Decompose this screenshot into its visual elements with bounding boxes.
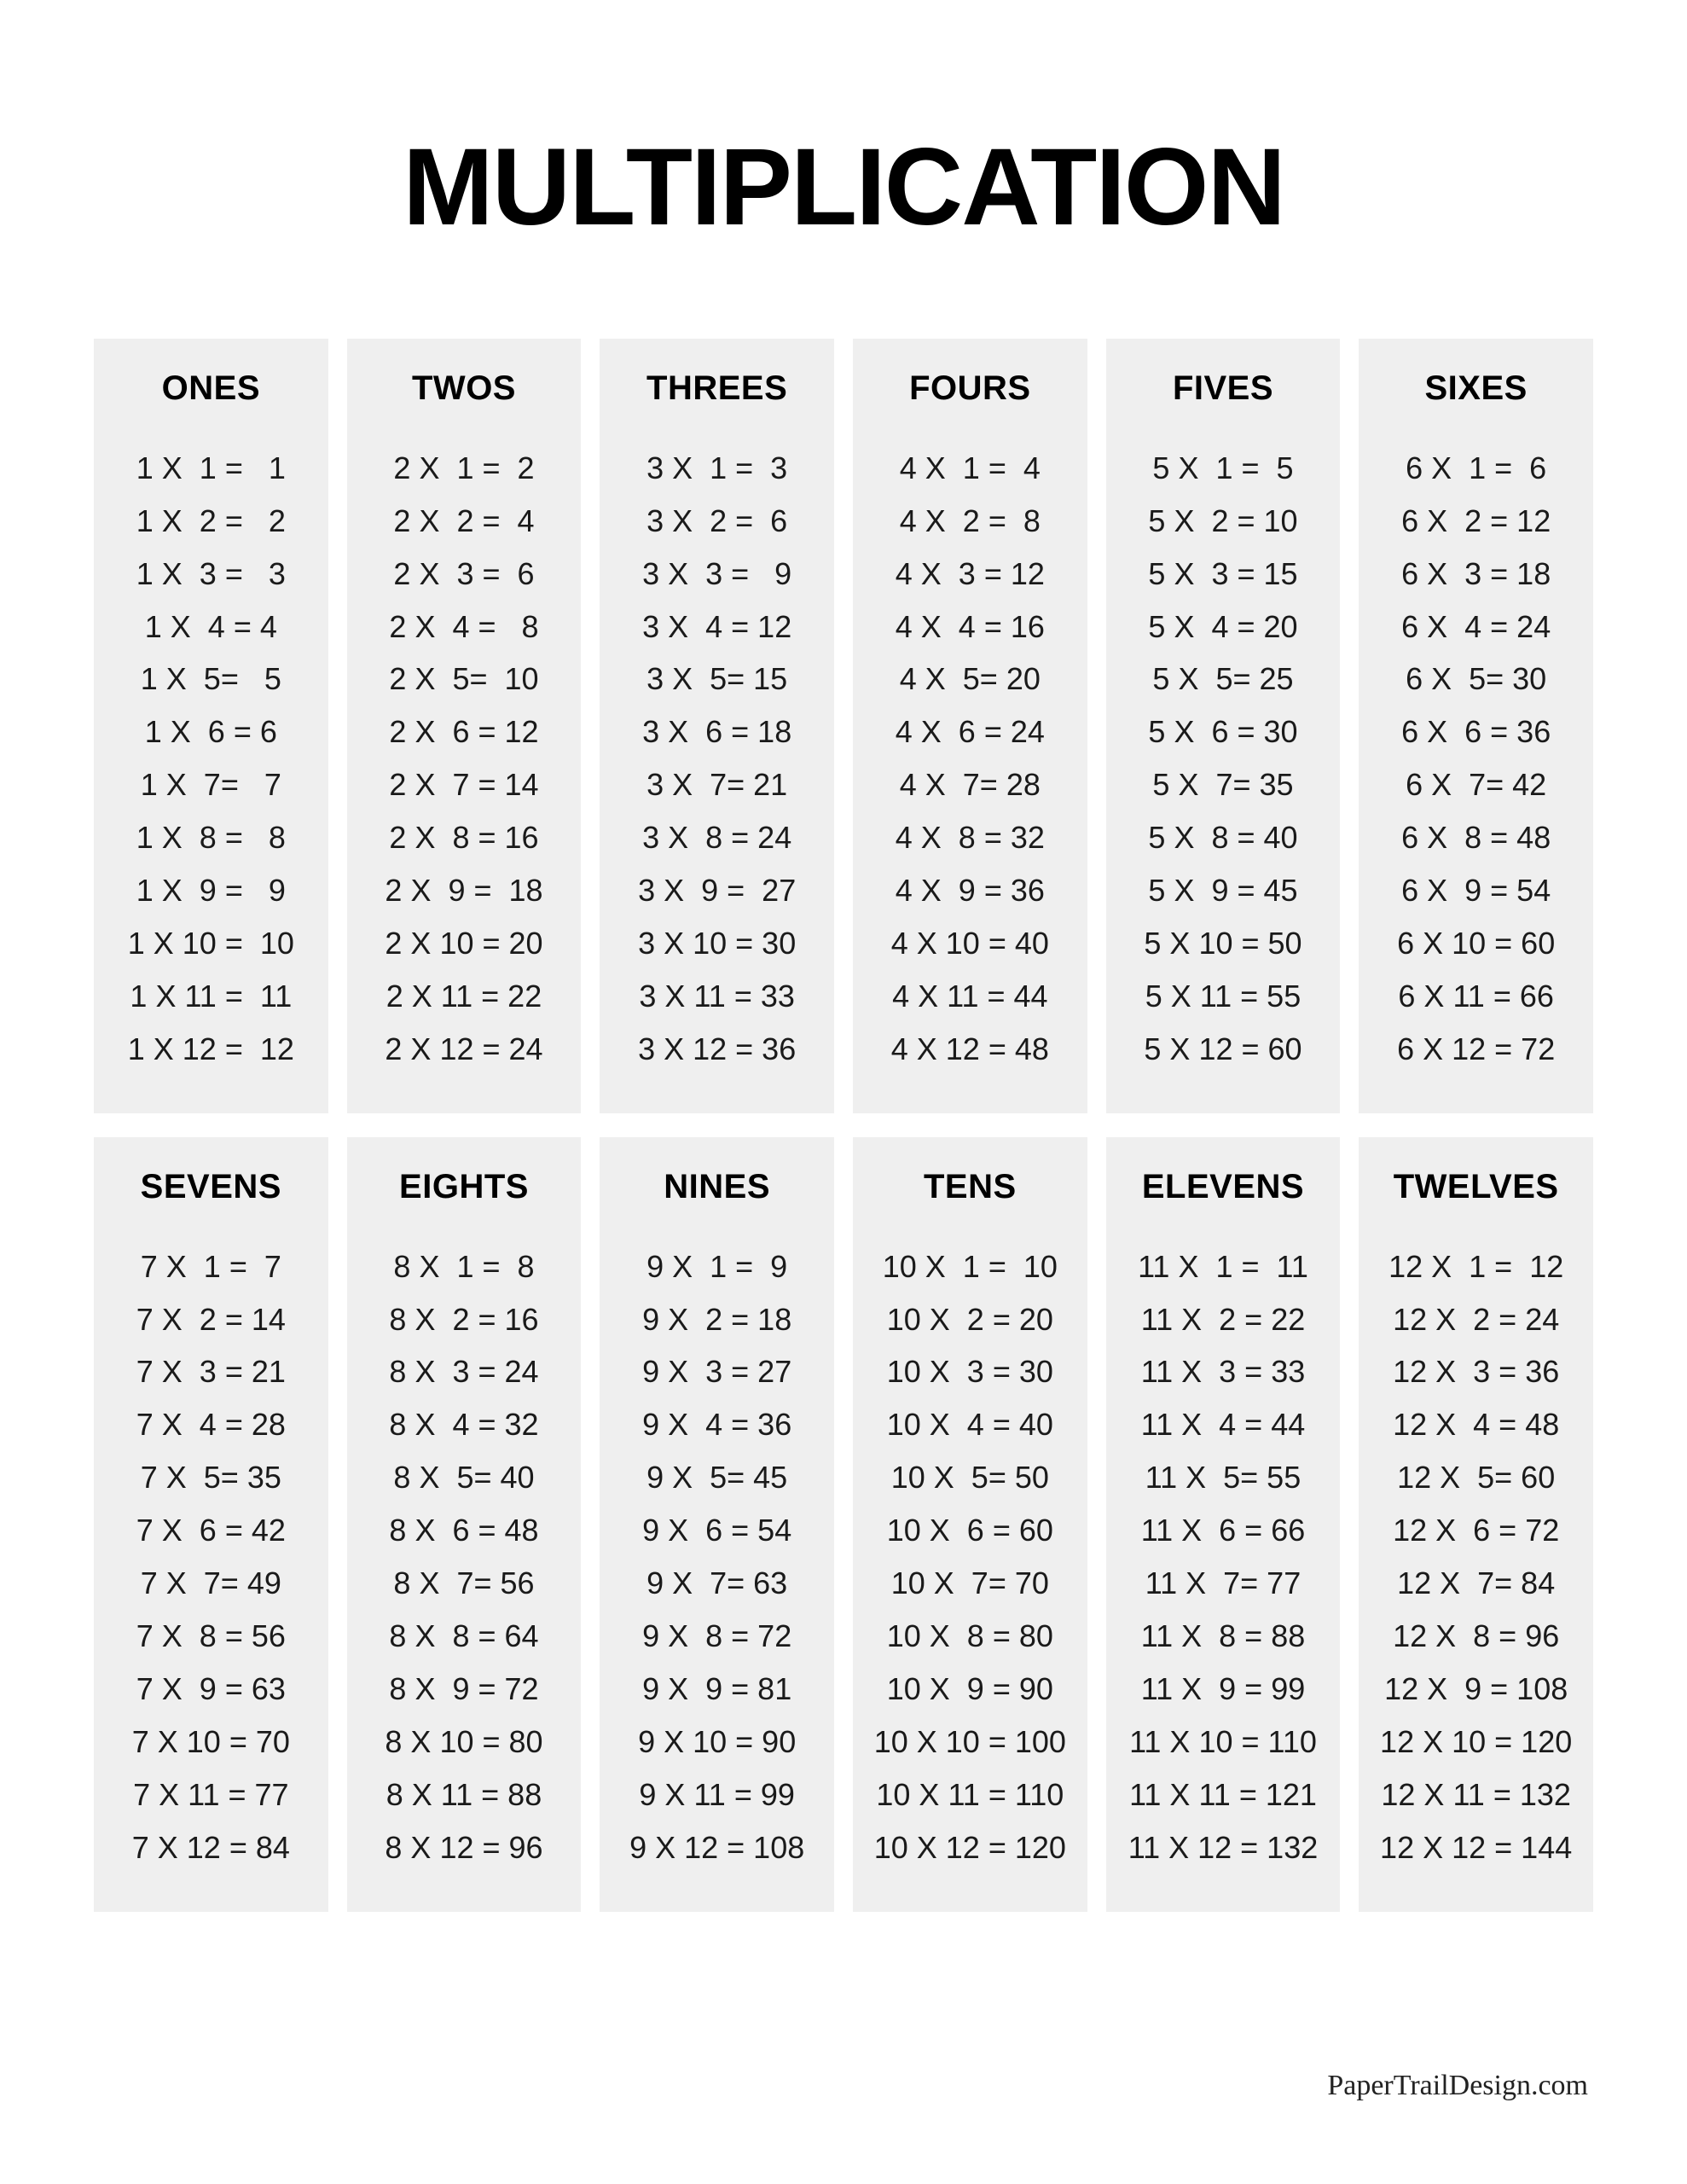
table-row: 2 X 7 = 14	[389, 767, 539, 803]
table-row: 5 X 10 = 50	[1144, 925, 1302, 961]
table-row: 3 X 9 = 27	[638, 873, 797, 909]
table-rows	[102, 442, 320, 1076]
table-row: 12 X 6 = 72	[1393, 1513, 1560, 1548]
table-title: SIXES	[1424, 369, 1528, 407]
table-title: SEVENS	[140, 1167, 281, 1205]
table-row: 5 X 9 = 45	[1148, 873, 1298, 909]
table-row: 6 X 2 = 12	[1401, 502, 1551, 538]
table-card-twos	[347, 339, 582, 1113]
table-title: ONES	[161, 369, 260, 407]
table-title: EIGHTS	[399, 1167, 529, 1205]
table-row: 3 X 7= 21	[646, 767, 788, 803]
table-card-fours	[853, 339, 1087, 1113]
table-row: 1 X 11 = 11	[130, 978, 293, 1014]
table-row: 2 X 5= 10	[389, 661, 539, 697]
table-row: 5 X 4 = 20	[1148, 608, 1298, 644]
table-row: 4 X 10 = 40	[890, 925, 1049, 961]
table-row: 2 X 8 = 16	[389, 820, 539, 856]
table-rows	[1367, 442, 1585, 1076]
table-rows	[608, 1240, 826, 1874]
table-row: 1 X 8 = 8	[136, 820, 286, 856]
table-row: 11 X 8 = 88	[1140, 1618, 1306, 1654]
table-row: 5 X 5= 25	[1152, 661, 1294, 697]
table-row: 10 X 3 = 30	[886, 1354, 1053, 1390]
table-row: 6 X 6 = 36	[1401, 714, 1551, 750]
table-row: 2 X 6 = 12	[389, 714, 539, 750]
table-title: THREES	[646, 369, 788, 407]
table-row: 5 X 6 = 30	[1148, 714, 1298, 750]
table-row: 12 X 4 = 48	[1393, 1407, 1560, 1443]
table-row: 4 X 11 = 44	[892, 978, 1048, 1014]
table-row: 7 X 4 = 28	[136, 1407, 286, 1443]
table-row: 1 X 2 = 2	[136, 502, 286, 538]
table-row: 4 X 9 = 36	[895, 873, 1045, 909]
table-card-elevens	[1106, 1137, 1341, 1912]
table-row: 1 X 10 = 10	[127, 925, 294, 961]
table-row: 4 X 4 = 16	[895, 608, 1045, 644]
table-row: 3 X 12 = 36	[638, 1031, 797, 1066]
table-row: 7 X 7= 49	[140, 1565, 281, 1601]
table-row: 9 X 5= 45	[646, 1460, 788, 1496]
table-row: 2 X 9 = 18	[385, 873, 543, 909]
table-row: 11 X 3 = 33	[1140, 1354, 1306, 1390]
table-rows	[102, 1240, 320, 1874]
table-row: 11 X 9 = 99	[1140, 1670, 1306, 1706]
table-row: 11 X 5= 55	[1145, 1460, 1301, 1496]
table-card-threes	[600, 339, 834, 1113]
table-card-sixes	[1359, 339, 1593, 1113]
table-row: 3 X 4 = 12	[642, 608, 792, 644]
table-row: 10 X 1 = 10	[882, 1248, 1058, 1284]
table-row: 11 X 2 = 22	[1140, 1301, 1306, 1337]
table-row: 4 X 7= 28	[899, 767, 1041, 803]
table-card-fives	[1106, 339, 1341, 1113]
table-row: 5 X 12 = 60	[1144, 1031, 1302, 1066]
table-row: 6 X 3 = 18	[1401, 555, 1551, 591]
table-row: 12 X 10 = 120	[1380, 1723, 1573, 1759]
table-card-nines	[600, 1137, 834, 1912]
table-row: 6 X 8 = 48	[1401, 820, 1551, 856]
table-row: 7 X 11 = 77	[133, 1776, 289, 1812]
table-row: 8 X 3 = 24	[389, 1354, 539, 1390]
table-rows	[861, 442, 1079, 1076]
table-row: 4 X 8 = 32	[895, 820, 1045, 856]
table-row: 3 X 1 = 3	[646, 450, 788, 485]
table-row: 1 X 7= 7	[140, 767, 281, 803]
table-row: 2 X 2 = 4	[393, 502, 535, 538]
table-card-tens	[853, 1137, 1087, 1912]
table-row: 2 X 10 = 20	[385, 925, 543, 961]
table-row: 10 X 6 = 60	[886, 1513, 1053, 1548]
table-row: 12 X 11 = 132	[1381, 1776, 1571, 1812]
table-row: 2 X 4 = 8	[389, 608, 539, 644]
table-rows	[1367, 1240, 1585, 1874]
table-row: 2 X 1 = 2	[393, 450, 535, 485]
table-row: 9 X 3 = 27	[642, 1354, 792, 1390]
table-row: 12 X 9 = 108	[1384, 1670, 1568, 1706]
table-row: 7 X 12 = 84	[131, 1829, 290, 1865]
table-row: 8 X 8 = 64	[389, 1618, 539, 1654]
table-row: 8 X 2 = 16	[389, 1301, 539, 1337]
table-row: 5 X 7= 35	[1152, 767, 1294, 803]
table-row: 12 X 7= 84	[1397, 1565, 1556, 1601]
table-row: 9 X 8 = 72	[642, 1618, 792, 1654]
table-row: 7 X 5= 35	[140, 1460, 281, 1496]
table-row: 10 X 9 = 90	[886, 1670, 1053, 1706]
table-row: 9 X 9 = 81	[642, 1670, 792, 1706]
table-row: 12 X 8 = 96	[1393, 1618, 1560, 1654]
table-row: 10 X 5= 50	[890, 1460, 1049, 1496]
table-row: 7 X 9 = 63	[136, 1670, 286, 1706]
table-row: 7 X 8 = 56	[136, 1618, 286, 1654]
table-card-sevens	[94, 1137, 328, 1912]
table-rows	[356, 442, 573, 1076]
table-row: 4 X 3 = 12	[895, 555, 1045, 591]
table-row: 10 X 4 = 40	[886, 1407, 1053, 1443]
table-row: 6 X 4 = 24	[1401, 608, 1551, 644]
table-card-twelves	[1359, 1137, 1593, 1912]
table-row: 10 X 7= 70	[890, 1565, 1049, 1601]
table-row: 8 X 11 = 88	[386, 1776, 542, 1812]
table-row: 3 X 10 = 30	[638, 925, 797, 961]
table-row: 9 X 10 = 90	[638, 1723, 797, 1759]
table-row: 10 X 12 = 120	[873, 1829, 1066, 1865]
table-row: 5 X 3 = 15	[1148, 555, 1298, 591]
table-row: 10 X 10 = 100	[873, 1723, 1066, 1759]
table-row: 11 X 12 = 132	[1128, 1829, 1319, 1865]
table-row: 12 X 12 = 144	[1380, 1829, 1573, 1865]
table-row: 3 X 6 = 18	[642, 714, 792, 750]
table-row: 12 X 5= 60	[1397, 1460, 1556, 1496]
table-rows	[608, 442, 826, 1076]
page-title: MULTIPLICATION	[403, 126, 1284, 248]
table-row: 2 X 3 = 6	[393, 555, 535, 591]
table-row: 9 X 2 = 18	[642, 1301, 792, 1337]
table-row: 8 X 10 = 80	[385, 1723, 543, 1759]
table-row: 2 X 12 = 24	[385, 1031, 543, 1066]
table-row: 1 X 6 = 6	[144, 714, 277, 750]
table-row: 6 X 12 = 72	[1397, 1031, 1556, 1066]
table-row: 6 X 7= 42	[1406, 767, 1547, 803]
table-row: 8 X 9 = 72	[389, 1670, 539, 1706]
table-rows	[861, 1240, 1079, 1874]
table-row: 1 X 4 = 4	[144, 608, 277, 644]
table-row: 5 X 2 = 10	[1148, 502, 1298, 538]
table-rows	[1115, 442, 1332, 1076]
table-row: 3 X 5= 15	[646, 661, 788, 697]
table-row: 8 X 4 = 32	[389, 1407, 539, 1443]
table-row: 12 X 2 = 24	[1393, 1301, 1560, 1337]
table-row: 11 X 11 = 121	[1129, 1776, 1317, 1812]
table-row: 1 X 1 = 1	[136, 450, 286, 485]
table-row: 4 X 5= 20	[899, 661, 1041, 697]
table-row: 7 X 6 = 42	[136, 1513, 286, 1548]
table-title: ELEVENS	[1141, 1167, 1305, 1205]
table-row: 9 X 6 = 54	[642, 1513, 792, 1548]
table-row: 7 X 3 = 21	[136, 1354, 286, 1390]
table-row: 5 X 11 = 55	[1145, 978, 1301, 1014]
table-row: 12 X 3 = 36	[1393, 1354, 1560, 1390]
table-row: 3 X 3 = 9	[642, 555, 792, 591]
table-row: 1 X 5= 5	[140, 661, 281, 697]
table-row: 6 X 5= 30	[1406, 661, 1547, 697]
table-row: 7 X 10 = 70	[131, 1723, 290, 1759]
table-row: 10 X 11 = 110	[876, 1776, 1064, 1812]
table-row: 3 X 8 = 24	[642, 820, 792, 856]
table-row: 1 X 9 = 9	[136, 873, 286, 909]
table-title: TWELVES	[1393, 1167, 1559, 1205]
table-row: 7 X 1 = 7	[140, 1248, 281, 1284]
table-row: 4 X 12 = 48	[890, 1031, 1049, 1066]
table-title: FOURS	[909, 369, 1031, 407]
table-row: 11 X 6 = 66	[1140, 1513, 1306, 1548]
table-row: 4 X 2 = 8	[899, 502, 1041, 538]
table-row: 1 X 3 = 3	[136, 555, 286, 591]
table-row: 11 X 4 = 44	[1140, 1407, 1306, 1443]
table-row: 6 X 9 = 54	[1401, 873, 1551, 909]
table-row: 9 X 7= 63	[646, 1565, 788, 1601]
table-row: 8 X 5= 40	[393, 1460, 535, 1496]
table-row: 9 X 12 = 108	[629, 1829, 805, 1865]
footer-credit: PaperTrailDesign.com	[1327, 2070, 1588, 2101]
table-row: 10 X 2 = 20	[886, 1301, 1053, 1337]
table-title: TENS	[923, 1167, 1017, 1205]
table-row: 8 X 12 = 96	[385, 1829, 543, 1865]
table-rows	[356, 1240, 573, 1874]
table-row: 11 X 1 = 11	[1138, 1248, 1308, 1284]
table-row: 6 X 1 = 6	[1406, 450, 1547, 485]
table-title: NINES	[664, 1167, 771, 1205]
table-row: 12 X 1 = 12	[1388, 1248, 1564, 1284]
table-row: 1 X 12 = 12	[127, 1031, 294, 1066]
table-title: FIVES	[1172, 369, 1274, 407]
table-rows	[1115, 1240, 1332, 1874]
table-row: 3 X 2 = 6	[646, 502, 788, 538]
table-row: 4 X 1 = 4	[899, 450, 1041, 485]
table-row: 5 X 8 = 40	[1148, 820, 1298, 856]
table-row: 4 X 6 = 24	[895, 714, 1045, 750]
table-row: 11 X 10 = 110	[1129, 1723, 1317, 1759]
table-row: 3 X 11 = 33	[639, 978, 795, 1014]
table-row: 10 X 8 = 80	[886, 1618, 1053, 1654]
table-card-ones	[94, 339, 328, 1113]
table-row: 6 X 11 = 66	[1398, 978, 1554, 1014]
table-row: 8 X 6 = 48	[389, 1513, 539, 1548]
table-row: 9 X 4 = 36	[642, 1407, 792, 1443]
table-card-eights	[347, 1137, 582, 1912]
table-row: 9 X 11 = 99	[639, 1776, 795, 1812]
table-row: 8 X 1 = 8	[393, 1248, 535, 1284]
table-row: 6 X 10 = 60	[1397, 925, 1556, 961]
table-row: 9 X 1 = 9	[646, 1248, 788, 1284]
table-row: 5 X 1 = 5	[1152, 450, 1294, 485]
table-row: 7 X 2 = 14	[136, 1301, 286, 1337]
table-row: 11 X 7= 77	[1145, 1565, 1301, 1601]
table-row: 8 X 7= 56	[393, 1565, 535, 1601]
table-title: TWOS	[412, 369, 516, 407]
tables-grid	[94, 339, 1593, 1912]
table-row: 2 X 11 = 22	[386, 978, 542, 1014]
